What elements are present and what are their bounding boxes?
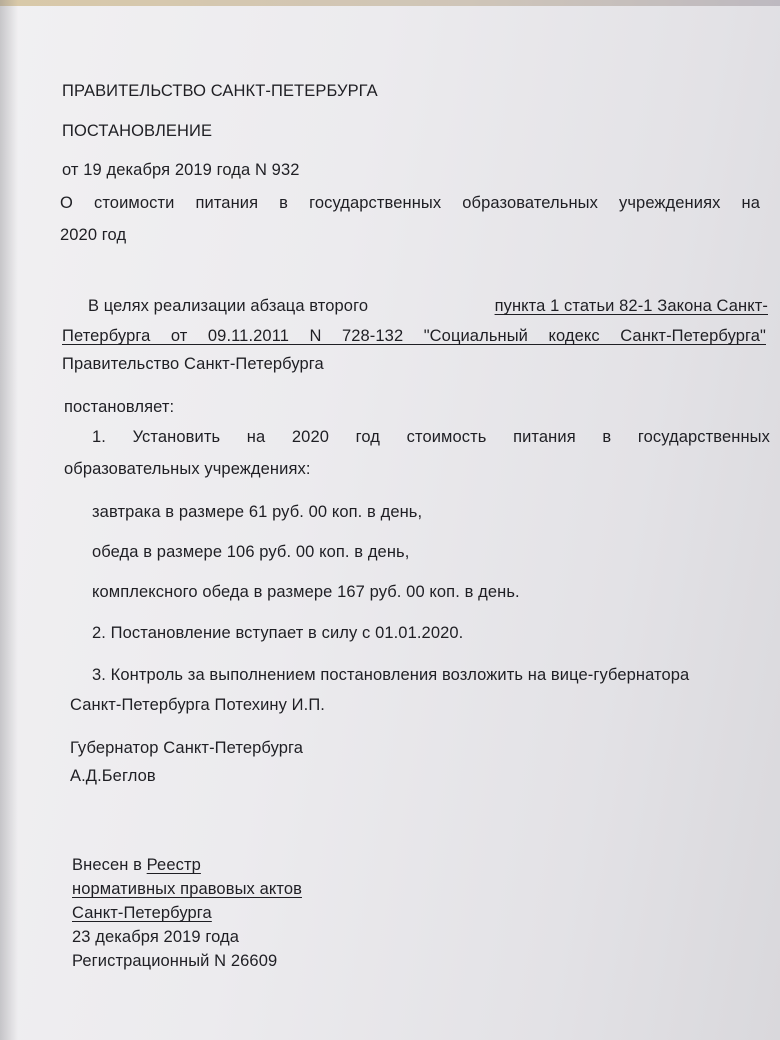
item-3-line-2: Санкт-Петербурга Потехину И.П. <box>70 696 325 714</box>
signatory-name: А.Д.Беглов <box>70 767 156 785</box>
item-1-line-2: образовательных учреждениях: <box>64 460 311 478</box>
registry-number: Регистрационный N 26609 <box>72 952 278 970</box>
registry-text: Внесен в <box>72 856 147 874</box>
subject-line-1: О стоимости питания в государственных образовательных учреждениях на <box>60 194 760 212</box>
photo-edge <box>0 0 780 6</box>
item-3-line-1: 3. Контроль за выполнением постановления возложить на вице-губернатора <box>92 666 690 684</box>
item-1-line-1: 1. Установить на 2020 год стоимость питания в государственных <box>92 428 770 446</box>
authority-heading: ПРАВИТЕЛЬСТВО САНКТ-ПЕТЕРБУРГА <box>62 82 378 100</box>
registry-link[interactable]: Реестр <box>146 856 201 874</box>
registry-line-1 <box>72 856 201 875</box>
law-link-part-2[interactable]: Петербурга от 09.11.2011 N 728-132 "Социальный кодекс Санкт-Петербурга" <box>62 327 766 345</box>
preamble-line-1 <box>88 297 768 316</box>
item-2: 2. Постановление вступает в силу с 01.01.2020. <box>92 624 464 642</box>
law-link-part-1[interactable]: пункта 1 статьи 82-1 Закона Санкт- <box>494 297 768 315</box>
resolves: постановляет: <box>64 398 175 416</box>
breakfast-price: завтрака в размере 61 руб. 00 коп. в день, <box>92 503 423 521</box>
date-number: от 19 декабря 2019 года N 932 <box>62 161 300 179</box>
registry-link-3[interactable]: Санкт-Петербурга <box>72 904 212 922</box>
document-type: ПОСТАНОВЛЕНИЕ <box>62 122 213 140</box>
complex-lunch-price: комплексного обеда в размере 167 руб. 00 коп. в день. <box>92 583 520 601</box>
preamble-line-3: Правительство Санкт-Петербурга <box>62 355 324 373</box>
registry-date: 23 декабря 2019 года <box>72 928 240 946</box>
page-shadow <box>0 0 18 1040</box>
signatory-title: Губернатор Санкт-Петербурга <box>70 739 304 757</box>
registry-link-2[interactable]: нормативных правовых актов <box>72 880 302 898</box>
preamble-text: В целях реализации абзаца второго <box>88 297 369 315</box>
lunch-price: обеда в размере 106 руб. 00 коп. в день, <box>92 543 410 561</box>
subject-line-2: 2020 год <box>60 226 127 244</box>
